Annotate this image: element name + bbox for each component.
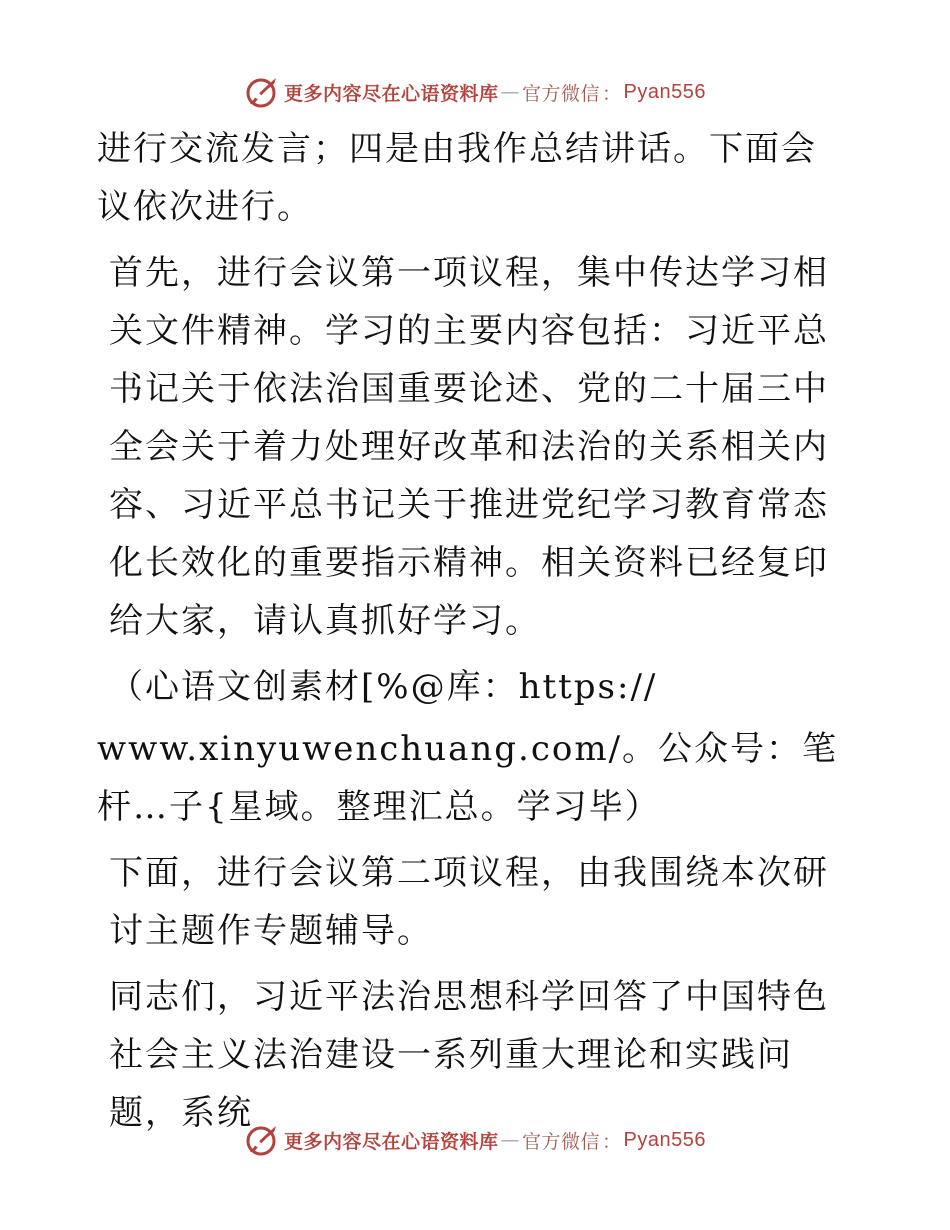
- watermark-wechat-id: Pyan556: [623, 1128, 706, 1151]
- paragraph-3-source-note-line2: www.xinyuwenchuang.com/。公众号：笔杆…子{星域。整理汇总。学习毕）: [97, 729, 839, 827]
- header-watermark: [0, 72, 950, 112]
- watermark-separator: ：: [602, 82, 622, 105]
- watermark-brand: 更多内容尽在心语资料库: [283, 82, 499, 105]
- paragraph-1: 进行交流发言；四是由我作总结讲话。下面会议依次进行。: [97, 129, 817, 227]
- watermark-dash: —: [500, 81, 520, 103]
- watermark-separator: ：: [602, 1130, 622, 1153]
- document-body: [97, 120, 849, 1146]
- pen-logo-icon: [244, 74, 280, 110]
- paragraph-4: 下面，进行会议第二项议程，由我围绕本次研讨主题作专题辅导。: [109, 853, 829, 951]
- paragraph-3-source-note-line1: （心语文创素材[%@库：https://: [109, 667, 658, 707]
- watermark-wechat-id: Pyan556: [623, 80, 706, 103]
- paragraph-5: 同志们，习近平法治思想科学回答了中国特色社会主义法治建设一系列重大理论和实践问题，系统: [109, 977, 829, 1133]
- watermark-wechat-label: 官方微信: [522, 82, 601, 105]
- footer-watermark: [0, 1120, 950, 1160]
- watermark-wechat-label: 官方微信: [522, 1130, 601, 1153]
- watermark-brand: 更多内容尽在心语资料库: [283, 1130, 499, 1153]
- watermark-dash: —: [500, 1129, 520, 1151]
- pen-logo-icon: [244, 1122, 280, 1158]
- paragraph-2: 首先，进行会议第一项议程，集中传达学习相关文件精神。学习的主要内容包括：习近平总书记关于依法治国重要论述、党的二十届三中全会关于着力处理好改革和法治的关系相关内容、习近平总书记关于推进党纪学习教育常态化长效化的重要指示精神。相关资料已经复印给大家，请认真抓好学习。: [109, 253, 829, 641]
